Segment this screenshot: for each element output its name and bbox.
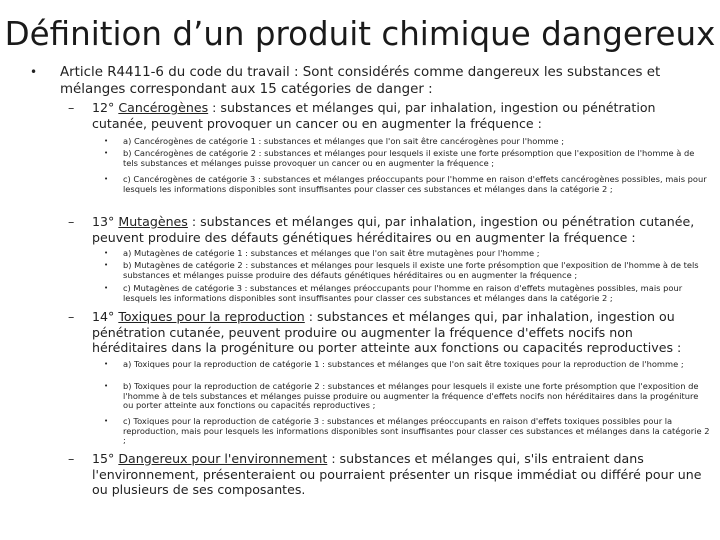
list-item-text: b) Cancérogènes de catégorie 2 : substances et mélanges pour lesquels il existe une forte présomption que l'exposition de l'homme à de tels substances et mélanges puisse provoquer un cancer ou en augmenter la fréquence ; (123, 148, 695, 168)
section-number: 14° (92, 309, 119, 324)
bullet-icon: • (104, 417, 109, 425)
section-term: Mutagènes (118, 214, 188, 229)
bullet-icon: • (104, 284, 109, 292)
bullet-icon: • (104, 175, 109, 183)
section-description: : substances et mélanges qui, par inhalation, ingestion ou pénétration cutanée, peuvent produire des défauts génétiques héréditaires ou en augmenter la fréquence : (92, 214, 695, 245)
bullet-icon: • (104, 261, 109, 269)
list-item-text: a) Mutagènes de catégorie 1 : substances et mélanges que l'on sait être mutagènes pour l'homme ; (123, 248, 540, 258)
bullet-icon: • (30, 65, 38, 79)
section-number: 13° (92, 214, 119, 229)
section-heading (92, 451, 712, 498)
section-heading (92, 214, 712, 245)
section-number: 12° (92, 100, 119, 115)
section-term: Toxiques pour la reproduction (118, 309, 305, 324)
dash-icon: – (68, 309, 75, 324)
section-description: : substances et mélanges qui, par inhalation, ingestion ou pénétration cutanée, peuvent produire ou augmenter la fréquence d'effets nocifs non héréditaires dans la progéniture ou porter atteinte aux fonctions ou capacités reproductives : (92, 309, 682, 355)
list-item-text: c) Cancérogènes de catégorie 3 : substances et mélanges préoccupants pour l'homme en raison d'effets cancérogènes possibles, mais pour lesquels les informations disponibles sont insuffisantes pour classer ces substances et mélanges dans la catégorie 2 ; (123, 174, 707, 194)
slide-title: Définition d’un produit chimique dangereux (4, 15, 716, 53)
list-item-text: a) Cancérogènes de catégorie 1 : substances et mélanges que l'on sait être cancérogènes pour l'homme ; (123, 136, 565, 146)
bullet-icon: • (104, 249, 109, 257)
dash-icon: – (68, 214, 75, 229)
dash-icon: – (68, 451, 75, 466)
section-heading (92, 100, 712, 131)
list-item-text: b) Toxiques pour la reproduction de catégorie 2 : substances et mélanges pour lesquels il existe une forte présomption que l'exposition de l'homme à de tels substances et mélanges puisse produire ou augmenter la fréquence d'effets nocifs non héréditaires dans la progéniture ou porter atteinte aux fonctions ou capacités reproductives ; (123, 381, 699, 411)
intro-text: Article R4411-6 du code du travail : Sont considérés comme dangereux les substances et mélanges correspondant aux 15 catégories de danger : (60, 65, 661, 97)
bullet-icon: • (104, 360, 109, 368)
list-item-text: b) Mutagènes de catégorie 2 : substances et mélanges pour lesquels il existe une forte présomption que l'exposition de l'homme à de tels substances et mélanges puisse produire des défauts génétiques héréditaires ou en augmenter la fréquence ; (123, 260, 699, 280)
section-description: : substances et mélanges qui, s'ils entraient dans l'environnement, présenteraient ou pourraient présenter un risque immédiat ou différé pour une ou plusieurs de ses composantes. (92, 451, 702, 497)
bullet-icon: • (104, 382, 109, 390)
section-number: 15° (92, 451, 119, 466)
section-term: Cancérogènes (118, 100, 209, 115)
bullet-icon: • (104, 137, 109, 145)
section-heading (92, 309, 712, 356)
list-item-text: c) Toxiques pour la reproduction de catégorie 3 : substances et mélanges préoccupants en raison d'effets toxiques possibles pour la reproduction, mais pour lesquels les informations disponibles sont insuffisantes pour classer ces substances et mélanges dans la catégorie 2 ; (123, 416, 710, 446)
list-item-text: c) Mutagènes de catégorie 3 : substances et mélanges préoccupants pour l'homme en raison d'effets mutagènes possibles, mais pour lesquels les informations disponibles sont insuffisantes pour classer ces substances et mélanges dans la catégorie 2 ; (123, 283, 683, 303)
section-term: Dangereux pour l'environnement (118, 451, 328, 466)
bullet-icon: • (104, 149, 109, 157)
dash-icon: – (68, 100, 75, 115)
section-description: : substances et mélanges qui, par inhalation, ingestion ou pénétration cutanée, peuvent provoquer un cancer ou en augmenter la fréquence : (92, 100, 656, 131)
list-item-text: a) Toxiques pour la reproduction de catégorie 1 : substances et mélanges que l'on sait être toxiques pour la reproduction de l'homme ; (123, 359, 684, 369)
